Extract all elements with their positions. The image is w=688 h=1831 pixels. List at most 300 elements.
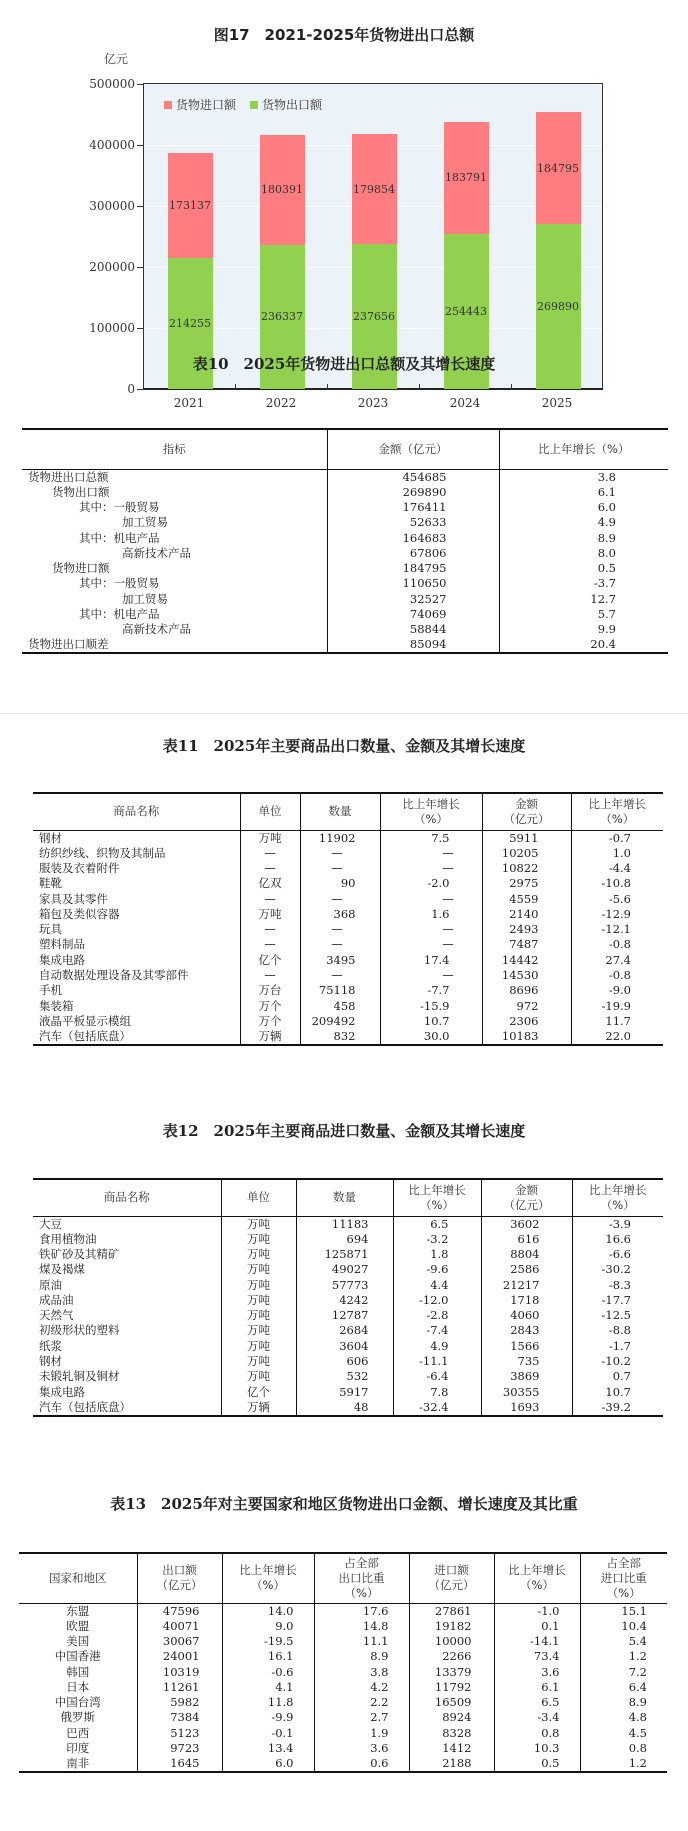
table-row <box>22 546 668 561</box>
cell-amount: 58844 <box>327 622 499 637</box>
cell-indicator: 其中：一般贸易 <box>79 576 160 591</box>
cell-export-growth: 13.4 <box>222 1741 314 1756</box>
table11-header-row <box>33 793 663 830</box>
table-row <box>22 576 668 591</box>
cell-import: 11792 <box>409 1680 494 1695</box>
table-row <box>33 1247 663 1262</box>
cell-import-growth: 0.1 <box>494 1619 580 1634</box>
cell-export-growth: -9.9 <box>222 1710 314 1725</box>
table13-header-export <box>137 1553 222 1603</box>
cell-export: 11261 <box>137 1680 222 1695</box>
cell-amt-growth: 27.4 <box>571 953 663 968</box>
cell-amount: 164683 <box>327 530 499 545</box>
table12 <box>33 1178 663 1417</box>
table-row <box>33 1014 663 1029</box>
plot-area <box>143 83 603 390</box>
x-tick-label: 2023 <box>357 396 389 410</box>
cell-quantity: 458 <box>300 998 380 1013</box>
cell-qty-growth: — <box>380 846 482 861</box>
table12-header-quantity: 数量 <box>296 1179 393 1216</box>
cell-qty-growth: — <box>380 968 482 983</box>
cell-amount: 21217 <box>481 1277 572 1292</box>
cell-unit: 万吨 <box>221 1339 296 1354</box>
header-text: 金额 （亿元） <box>503 1182 550 1212</box>
bar-segment-export: 237656 <box>352 244 397 389</box>
cell-amount: 972 <box>482 998 571 1013</box>
cell-import-share: 4.5 <box>580 1726 667 1741</box>
table12-header-amt-growth <box>572 1179 663 1216</box>
x-tick-mark <box>327 384 328 390</box>
cell-qty-growth: 6.5 <box>393 1216 481 1232</box>
cell-name: 自动数据处理设备及其零部件 <box>39 968 189 983</box>
cell-amount: 14442 <box>482 953 571 968</box>
cell-import-share: 1.2 <box>580 1649 667 1664</box>
table11-header-quantity: 数量 <box>300 793 380 830</box>
table13-header-import-growth <box>494 1553 580 1603</box>
bar-2022 <box>260 84 305 389</box>
cell-name: 集成电路 <box>39 952 85 967</box>
cell-amount: 2493 <box>482 922 571 937</box>
cell-name: 初级形状的塑料 <box>39 1323 120 1338</box>
cell-name: 纸浆 <box>39 1338 62 1353</box>
cell-quantity: 368 <box>300 907 380 922</box>
cell-import-share: 1.2 <box>580 1756 667 1772</box>
table-row <box>33 891 663 906</box>
cell-quantity: 3495 <box>300 953 380 968</box>
cell-import-share: 15.1 <box>580 1603 667 1619</box>
cell-quantity: 49027 <box>296 1262 393 1277</box>
table10-header-amount: 金额（亿元） <box>327 429 499 469</box>
cell-export-growth: 9.0 <box>222 1619 314 1634</box>
cell-import: 19182 <box>409 1619 494 1634</box>
cell-qty-growth: -2.8 <box>393 1308 481 1323</box>
cell-export-share: 3.6 <box>314 1741 409 1756</box>
cell-unit: 亿个 <box>240 953 300 968</box>
table-row <box>33 1262 663 1277</box>
header-text: 占全部 出口比重 （%） <box>338 1555 385 1600</box>
cell-amt-growth: 0.7 <box>572 1369 663 1384</box>
cell-region: 韩国 <box>66 1664 90 1679</box>
table13-header-export-share <box>314 1553 409 1603</box>
cell-region: 南非 <box>66 1756 90 1771</box>
cell-import-share: 5.4 <box>580 1634 667 1649</box>
y-tick-label: 100000 <box>89 321 135 335</box>
cell-amount: 110650 <box>327 576 499 591</box>
cell-indicator: 货物进口额 <box>52 561 110 576</box>
cell-unit: 万吨 <box>221 1232 296 1247</box>
cell-quantity: 209492 <box>300 1014 380 1029</box>
table13-title: 表13 2025年对主要国家和地区货物进出口金额、增长速度及其比重 <box>110 1495 578 1513</box>
cell-amount: 52633 <box>327 515 499 530</box>
cell-amount: 3602 <box>481 1216 572 1232</box>
table-row <box>22 530 668 545</box>
cell-import-growth: -1.0 <box>494 1603 580 1619</box>
cell-region: 东盟 <box>66 1603 90 1618</box>
cell-amt-growth: -39.2 <box>572 1400 663 1416</box>
y-tick-label: 0 <box>127 382 135 396</box>
cell-qty-growth: — <box>380 937 482 952</box>
cell-unit: — <box>240 968 300 983</box>
cell-import-growth: -14.1 <box>494 1634 580 1649</box>
header-text: 比上年增长 （%） <box>589 1182 647 1212</box>
header-text: 金额 （亿元） <box>503 796 550 826</box>
y-tick-label: 500000 <box>89 77 135 91</box>
cell-qty-growth: -11.1 <box>393 1354 481 1369</box>
table12-header-unit: 单位 <box>221 1179 296 1216</box>
cell-import-growth: 0.8 <box>494 1726 580 1741</box>
cell-export-growth: 14.0 <box>222 1603 314 1619</box>
cell-name: 煤及褐煤 <box>39 1262 85 1277</box>
x-tick-label: 2021 <box>173 396 205 410</box>
header-text: 出口额 （亿元） <box>156 1563 203 1593</box>
cell-amt-growth: -0.8 <box>571 968 663 983</box>
cell-region: 俄罗斯 <box>60 1710 95 1725</box>
cell-amt-growth: -8.3 <box>572 1277 663 1292</box>
cell-name: 塑料制品 <box>39 937 85 952</box>
cell-unit: 万吨 <box>221 1216 296 1232</box>
cell-growth: 0.5 <box>499 561 668 576</box>
cell-amount: 8696 <box>482 983 571 998</box>
cell-unit: — <box>240 861 300 876</box>
table-row <box>19 1634 667 1649</box>
cell-amt-growth: 16.6 <box>572 1232 663 1247</box>
cell-region: 巴西 <box>66 1725 90 1740</box>
y-tick-label: 300000 <box>89 199 135 213</box>
cell-amt-growth: -6.6 <box>572 1247 663 1262</box>
bar-segment-export: 254443 <box>444 234 489 389</box>
table10-header-indicator: 指标 <box>22 429 327 469</box>
cell-export-growth: -0.6 <box>222 1664 314 1679</box>
bar-segment-import: 180391 <box>260 135 305 245</box>
cell-region: 印度 <box>66 1741 90 1756</box>
cell-name: 汽车（包括底盘） <box>39 1029 131 1044</box>
cell-export-growth: -19.5 <box>222 1634 314 1649</box>
table10-title: 表10 2025年货物进出口总额及其增长速度 <box>192 355 496 373</box>
table-row <box>33 1384 663 1399</box>
table-row <box>33 983 663 998</box>
cell-amount: 735 <box>481 1354 572 1369</box>
table10-header-growth: 比上年增长（%） <box>499 429 668 469</box>
table11-header-qty-growth <box>380 793 482 830</box>
cell-unit: 万辆 <box>240 1029 300 1045</box>
cell-quantity: 48 <box>296 1400 393 1416</box>
bar-segment-import: 183791 <box>444 122 489 234</box>
cell-amt-growth: -12.9 <box>571 907 663 922</box>
cell-quantity: 125871 <box>296 1247 393 1262</box>
table-row <box>33 937 663 952</box>
cell-export-share: 17.6 <box>314 1603 409 1619</box>
cell-unit: 万吨 <box>240 907 300 922</box>
bar-2023 <box>352 84 397 389</box>
cell-growth: 6.1 <box>499 485 668 500</box>
cell-quantity: 832 <box>300 1029 380 1045</box>
table13-header-import <box>409 1553 494 1603</box>
cell-quantity: 2684 <box>296 1323 393 1338</box>
cell-amount: 4559 <box>482 891 571 906</box>
cell-qty-growth: -6.4 <box>393 1369 481 1384</box>
cell-quantity: 5917 <box>296 1384 393 1399</box>
cell-import-growth: 10.3 <box>494 1741 580 1756</box>
cell-growth: 5.7 <box>499 607 668 622</box>
cell-qty-growth: 10.7 <box>380 1014 482 1029</box>
header-text: 比上年增长 （%） <box>408 1182 466 1212</box>
cell-import-share: 4.8 <box>580 1710 667 1725</box>
cell-qty-growth: -32.4 <box>393 1400 481 1416</box>
cell-region: 欧盟 <box>66 1618 90 1633</box>
bar-2021 <box>168 84 213 389</box>
cell-import-growth: 6.1 <box>494 1680 580 1695</box>
cell-amount: 2586 <box>481 1262 572 1277</box>
bar-segment-import: 173137 <box>168 153 213 259</box>
cell-growth: 6.0 <box>499 500 668 515</box>
bar-2025 <box>536 84 581 389</box>
cell-indicator: 货物出口额 <box>52 484 110 499</box>
table12-header-amount <box>481 1179 572 1216</box>
cell-amt-growth: -10.2 <box>572 1354 663 1369</box>
cell-growth: 12.7 <box>499 592 668 607</box>
cell-amt-growth: 11.7 <box>571 1014 663 1029</box>
cell-export-share: 4.2 <box>314 1680 409 1695</box>
table-row <box>33 1400 663 1416</box>
table-row <box>33 830 663 846</box>
cell-import-share: 0.8 <box>580 1741 667 1756</box>
cell-unit: 万个 <box>240 1014 300 1029</box>
cell-amt-growth: 22.0 <box>571 1029 663 1045</box>
cell-name: 液晶平板显示模组 <box>39 1013 131 1028</box>
cell-export-share: 0.6 <box>314 1756 409 1772</box>
table-row <box>33 968 663 983</box>
cell-name: 手机 <box>39 983 62 998</box>
cell-export: 1645 <box>137 1756 222 1772</box>
cell-unit: 亿双 <box>240 876 300 891</box>
cell-qty-growth: -2.0 <box>380 876 482 891</box>
cell-qty-growth: 1.6 <box>380 907 482 922</box>
cell-amount: 10822 <box>482 861 571 876</box>
cell-amount: 176411 <box>327 500 499 515</box>
table12-header-name: 商品名称 <box>33 1179 221 1216</box>
cell-import-growth: -3.4 <box>494 1710 580 1725</box>
cell-quantity: 75118 <box>300 983 380 998</box>
cell-amount: 30355 <box>481 1384 572 1399</box>
header-text: 比上年增长 （%） <box>588 796 646 826</box>
cell-name: 钢材 <box>39 830 62 845</box>
cell-name: 大豆 <box>39 1216 62 1231</box>
cell-indicator: 货物进出口总额 <box>28 469 109 484</box>
table-row <box>19 1726 667 1741</box>
cell-export-growth: 6.0 <box>222 1756 314 1772</box>
cell-unit: 万吨 <box>221 1247 296 1262</box>
bar-2024 <box>444 84 489 389</box>
table-row <box>33 1029 663 1045</box>
cell-qty-growth: 7.5 <box>380 830 482 846</box>
cell-import-share: 6.4 <box>580 1680 667 1695</box>
cell-quantity: 532 <box>296 1369 393 1384</box>
cell-amount: 8804 <box>481 1247 572 1262</box>
cell-unit: 亿个 <box>221 1384 296 1399</box>
cell-quantity: 11183 <box>296 1216 393 1232</box>
table12-title: 表12 2025年主要商品进口数量、金额及其增长速度 <box>162 1122 526 1140</box>
cell-growth: 8.9 <box>499 530 668 545</box>
cell-growth: 8.0 <box>499 546 668 561</box>
x-tick-label: 2025 <box>541 396 573 410</box>
cell-amount: 3869 <box>481 1369 572 1384</box>
cell-unit: — <box>240 922 300 937</box>
cell-unit: 万个 <box>240 998 300 1013</box>
table-row <box>22 485 668 500</box>
cell-name: 原油 <box>39 1277 62 1292</box>
table10-header-row <box>22 429 668 469</box>
table-row <box>19 1664 667 1679</box>
cell-quantity: — <box>300 891 380 906</box>
cell-name: 纺织纱线、织物及其制品 <box>39 845 166 860</box>
bar-segment-export: 269890 <box>536 224 581 389</box>
table-row <box>22 561 668 576</box>
cell-qty-growth: -3.2 <box>393 1232 481 1247</box>
header-text: 比上年增长 （%） <box>239 1563 297 1593</box>
cell-amt-growth: -0.7 <box>571 830 663 846</box>
cell-amt-growth: -12.5 <box>572 1308 663 1323</box>
cell-qty-growth: 30.0 <box>380 1029 482 1045</box>
legend-label-import: 货物进口额 <box>176 98 237 112</box>
cell-quantity: 90 <box>300 876 380 891</box>
cell-quantity: — <box>300 861 380 876</box>
bar-segment-export: 214255 <box>168 258 213 389</box>
cell-indicator: 高新技术产品 <box>122 622 191 637</box>
cell-indicator: 其中：机电产品 <box>79 530 160 545</box>
cell-unit: 万吨 <box>221 1323 296 1338</box>
table11-title: 表11 2025年主要商品出口数量、金额及其增长速度 <box>162 737 526 755</box>
cell-growth: 9.9 <box>499 622 668 637</box>
cell-name: 服装及衣着附件 <box>39 860 120 875</box>
cell-qty-growth: -15.9 <box>380 998 482 1013</box>
cell-export-share: 3.8 <box>314 1664 409 1679</box>
cell-unit: 万吨 <box>221 1293 296 1308</box>
cell-qty-growth: — <box>380 922 482 937</box>
cell-unit: 万台 <box>240 983 300 998</box>
cell-quantity: 4242 <box>296 1293 393 1308</box>
y-tick-label: 200000 <box>89 260 135 274</box>
cell-export-growth: -0.1 <box>222 1726 314 1741</box>
cell-amount: 10183 <box>482 1029 571 1045</box>
cell-amount: 1566 <box>481 1339 572 1354</box>
cell-name: 成品油 <box>39 1292 74 1307</box>
cell-import-growth: 73.4 <box>494 1649 580 1664</box>
header-text: 占全部 进口比重 （%） <box>600 1555 647 1600</box>
cell-amount: 5911 <box>482 830 571 846</box>
cell-name: 钢材 <box>39 1354 62 1369</box>
table-row <box>33 1308 663 1323</box>
table-row <box>19 1680 667 1695</box>
cell-amt-growth: -17.7 <box>572 1293 663 1308</box>
cell-amt-growth: -1.7 <box>572 1339 663 1354</box>
cell-amount: 1693 <box>481 1400 572 1416</box>
table13-header-export-growth <box>222 1553 314 1603</box>
table13-header-row <box>19 1553 667 1603</box>
bar-segment-import: 179854 <box>352 134 397 244</box>
legend-swatch-export <box>250 101 258 109</box>
table12-header-row <box>33 1179 663 1216</box>
cell-growth: -3.7 <box>499 576 668 591</box>
cell-export: 30067 <box>137 1634 222 1649</box>
cell-export: 47596 <box>137 1603 222 1619</box>
cell-import: 10000 <box>409 1634 494 1649</box>
cell-amt-growth: -3.9 <box>572 1216 663 1232</box>
cell-indicator: 货物进出口顺差 <box>28 637 109 652</box>
cell-import: 16509 <box>409 1695 494 1710</box>
cell-name: 天然气 <box>39 1308 74 1323</box>
bar-segment-export: 236337 <box>260 245 305 389</box>
cell-name: 食用植物油 <box>39 1231 97 1246</box>
cell-amount: 2306 <box>482 1014 571 1029</box>
cell-quantity: — <box>300 937 380 952</box>
cell-name: 集装箱 <box>39 998 74 1013</box>
cell-qty-growth: -7.7 <box>380 983 482 998</box>
cell-amt-growth: -12.1 <box>571 922 663 937</box>
table13 <box>19 1552 667 1773</box>
cell-name: 玩具 <box>39 922 62 937</box>
cell-amt-growth: 1.0 <box>571 846 663 861</box>
cell-name: 未锻轧铜及铜材 <box>39 1369 120 1384</box>
cell-quantity: 12787 <box>296 1308 393 1323</box>
cell-import-growth: 0.5 <box>494 1756 580 1772</box>
cell-amount: 454685 <box>327 469 499 485</box>
cell-indicator: 高新技术产品 <box>122 545 191 560</box>
table-row <box>33 876 663 891</box>
header-text: 进口额 （亿元） <box>428 1563 475 1593</box>
table13-header-import-share <box>580 1553 667 1603</box>
cell-export: 24001 <box>137 1649 222 1664</box>
table-row <box>33 1369 663 1384</box>
cell-export-growth: 11.8 <box>222 1695 314 1710</box>
cell-unit: 万吨 <box>221 1262 296 1277</box>
cell-qty-growth: 4.4 <box>393 1277 481 1292</box>
cell-export-share: 2.2 <box>314 1695 409 1710</box>
cell-unit: 万吨 <box>240 830 300 846</box>
cell-amount: 269890 <box>327 485 499 500</box>
cell-quantity: 606 <box>296 1354 393 1369</box>
cell-unit: 万辆 <box>221 1400 296 1416</box>
cell-qty-growth: 1.8 <box>393 1247 481 1262</box>
cell-indicator: 其中：一般贸易 <box>79 499 160 514</box>
cell-amount: 7487 <box>482 937 571 952</box>
cell-name: 箱包及类似容器 <box>39 906 120 921</box>
cell-quantity: — <box>300 968 380 983</box>
table13-header-region: 国家和地区 <box>19 1553 137 1603</box>
cell-export-share: 8.9 <box>314 1649 409 1664</box>
cell-name: 集成电路 <box>39 1384 85 1399</box>
chart-title: 图17 2021-2025年货物进出口总额 <box>213 26 475 44</box>
cell-growth: 4.9 <box>499 515 668 530</box>
header-text: 比上年增长 （%） <box>508 1563 566 1593</box>
table-row <box>33 922 663 937</box>
x-tick-label: 2024 <box>449 396 481 410</box>
cell-export-growth: 4.1 <box>222 1680 314 1695</box>
cell-export: 5123 <box>137 1726 222 1741</box>
cell-amount: 74069 <box>327 607 499 622</box>
table-row <box>22 469 668 485</box>
table-row <box>33 1277 663 1292</box>
y-axis-unit-label: 亿元 <box>104 52 129 66</box>
cell-quantity: — <box>300 846 380 861</box>
cell-amount: 2140 <box>482 907 571 922</box>
table-row <box>22 500 668 515</box>
cell-qty-growth: — <box>380 891 482 906</box>
cell-import: 27861 <box>409 1603 494 1619</box>
cell-export: 40071 <box>137 1619 222 1634</box>
cell-import-growth: 3.6 <box>494 1664 580 1679</box>
table-row <box>19 1695 667 1710</box>
table-row <box>19 1710 667 1725</box>
